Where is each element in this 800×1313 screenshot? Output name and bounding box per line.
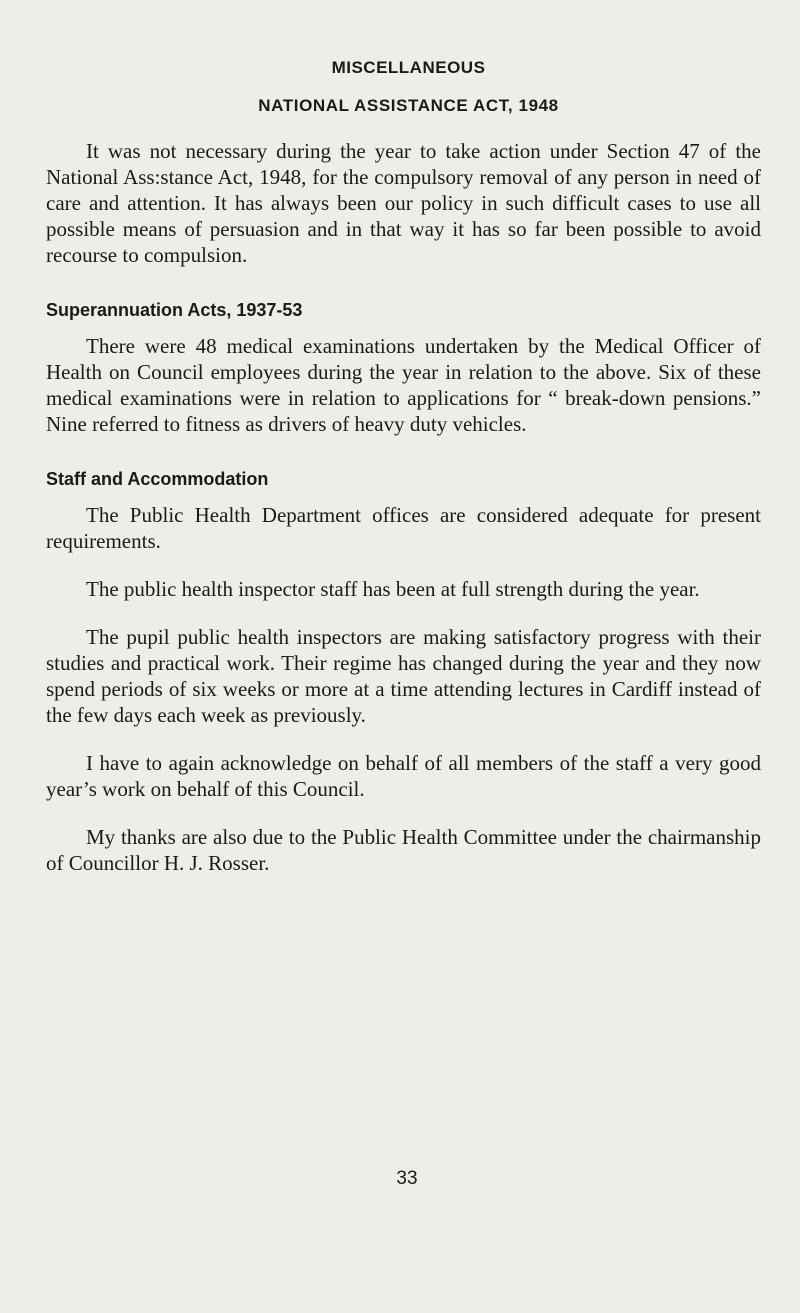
page-number: 33 — [396, 1168, 418, 1189]
national-assistance-paragraph: It was not necessary during the year to take action under Section 47 of the National Ass:stance Act, 1948, for the compulsory removal of any person in need of care and attention. It has always been our policy in such difficult cases to use all possible means of persuasion and in that way it has so far been possible to avoid recourse to compulsion. — [46, 139, 761, 267]
section-title-national-assistance: NATIONAL ASSISTANCE ACT, 1948 — [258, 96, 559, 115]
staff-heading: Staff and Accommodation — [46, 469, 269, 489]
staff-paragraph-thanks: My thanks are also due to the Public Health Committee under the chairmanship of Councillor H. J. Rosser. — [46, 825, 761, 875]
page-heading: MISCELLANEOUS — [331, 58, 486, 77]
superannuation-paragraph: There were 48 medical examinations undertaken by the Medical Officer of Health on Council employees during the year in relation to the above. Six of these medical examinations were in relation to applications for “ break-down pensions.” Nine referred to fitness as drivers of heavy duty vehicles. — [46, 334, 761, 436]
staff-paragraph-acknowledgement: I have to again acknowledge on behalf of all members of the staff a very good year’s work on behalf of this Council. — [46, 751, 761, 801]
staff-paragraph-offices: The Public Health Department offices are considered adequate for present requirements. — [46, 503, 761, 553]
document-page — [46, 58, 761, 898]
staff-paragraph-pupil-inspectors: The pupil public health inspectors are making satisfactory progress with their studies and practical work. Their regime has changed during the year and they now spend periods of six weeks or more at a time attending lectures in Cardiff instead of the few days each week as previously. — [46, 625, 761, 727]
superannuation-heading: Superannuation Acts, 1937-53 — [46, 300, 303, 320]
staff-paragraph-inspector-staff: The public health inspector staff has been at full strength during the year. — [86, 577, 700, 601]
